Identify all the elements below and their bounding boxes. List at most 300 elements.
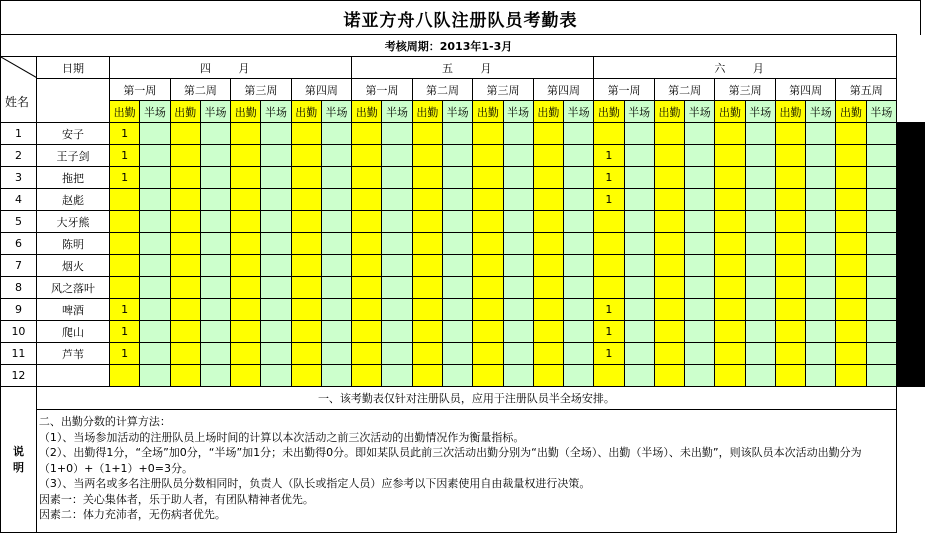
- attend-cell[interactable]: [715, 365, 745, 387]
- attend-cell[interactable]: [594, 123, 624, 145]
- half-cell[interactable]: [685, 167, 715, 189]
- half-cell[interactable]: [745, 343, 775, 365]
- attend-cell[interactable]: [715, 189, 745, 211]
- half-cell[interactable]: [685, 123, 715, 145]
- half-cell[interactable]: [866, 321, 896, 343]
- attend-cell[interactable]: [291, 145, 321, 167]
- attend-cell[interactable]: [533, 233, 563, 255]
- attend-cell[interactable]: [836, 211, 866, 233]
- half-cell[interactable]: [924, 211, 925, 233]
- half-cell[interactable]: [442, 365, 472, 387]
- half-cell[interactable]: [321, 277, 351, 299]
- half-cell[interactable]: [806, 145, 836, 167]
- half-cell[interactable]: [624, 277, 654, 299]
- half-cell[interactable]: [321, 343, 351, 365]
- attend-cell[interactable]: 1: [110, 167, 140, 189]
- half-cell[interactable]: [866, 255, 896, 277]
- attend-cell[interactable]: [170, 277, 200, 299]
- half-cell[interactable]: [140, 365, 170, 387]
- attend-cell[interactable]: [775, 277, 805, 299]
- half-cell[interactable]: [382, 123, 412, 145]
- attend-cell[interactable]: [110, 277, 140, 299]
- half-cell[interactable]: [745, 277, 775, 299]
- half-cell[interactable]: [924, 365, 925, 387]
- half-cell[interactable]: [564, 321, 594, 343]
- attend-cell[interactable]: [473, 123, 503, 145]
- attend-cell[interactable]: [231, 321, 261, 343]
- half-cell[interactable]: [261, 123, 291, 145]
- attend-cell[interactable]: [836, 343, 866, 365]
- attend-cell[interactable]: [533, 277, 563, 299]
- half-cell[interactable]: [924, 145, 925, 167]
- half-cell[interactable]: [924, 123, 925, 145]
- half-cell[interactable]: [924, 167, 925, 189]
- attend-cell[interactable]: [654, 167, 684, 189]
- half-cell[interactable]: [442, 167, 472, 189]
- attend-cell[interactable]: 1: [594, 189, 624, 211]
- attend-cell[interactable]: [291, 167, 321, 189]
- attend-cell[interactable]: [715, 255, 745, 277]
- attend-cell[interactable]: [473, 365, 503, 387]
- half-cell[interactable]: [261, 167, 291, 189]
- half-cell[interactable]: [806, 343, 836, 365]
- half-cell[interactable]: [564, 145, 594, 167]
- attend-cell[interactable]: [654, 277, 684, 299]
- half-cell[interactable]: [382, 277, 412, 299]
- attend-cell[interactable]: [170, 233, 200, 255]
- attend-cell[interactable]: [352, 189, 382, 211]
- attend-cell[interactable]: [836, 299, 866, 321]
- half-cell[interactable]: [866, 365, 896, 387]
- attend-cell[interactable]: [231, 255, 261, 277]
- attend-cell[interactable]: [715, 343, 745, 365]
- attend-cell[interactable]: [836, 277, 866, 299]
- attend-cell[interactable]: [231, 123, 261, 145]
- half-cell[interactable]: [261, 233, 291, 255]
- half-cell[interactable]: [200, 365, 230, 387]
- half-cell[interactable]: [564, 277, 594, 299]
- attend-cell[interactable]: [110, 233, 140, 255]
- attend-cell[interactable]: [594, 211, 624, 233]
- attend-cell[interactable]: [836, 233, 866, 255]
- attend-cell[interactable]: [533, 145, 563, 167]
- attend-cell[interactable]: [775, 343, 805, 365]
- half-cell[interactable]: [200, 321, 230, 343]
- half-cell[interactable]: [503, 365, 533, 387]
- half-cell[interactable]: [806, 365, 836, 387]
- half-cell[interactable]: [503, 343, 533, 365]
- attend-cell[interactable]: [836, 365, 866, 387]
- half-cell[interactable]: [624, 233, 654, 255]
- half-cell[interactable]: [685, 277, 715, 299]
- attend-cell[interactable]: [110, 211, 140, 233]
- half-cell[interactable]: [745, 189, 775, 211]
- attend-cell[interactable]: [775, 365, 805, 387]
- attend-cell[interactable]: [352, 233, 382, 255]
- half-cell[interactable]: [382, 365, 412, 387]
- attend-cell[interactable]: [352, 277, 382, 299]
- half-cell[interactable]: [745, 167, 775, 189]
- half-cell[interactable]: [442, 211, 472, 233]
- half-cell[interactable]: [503, 211, 533, 233]
- half-cell[interactable]: [442, 343, 472, 365]
- half-cell[interactable]: [564, 365, 594, 387]
- attend-cell[interactable]: [715, 145, 745, 167]
- half-cell[interactable]: [624, 321, 654, 343]
- attend-cell[interactable]: [412, 343, 442, 365]
- half-cell[interactable]: [200, 277, 230, 299]
- half-cell[interactable]: [624, 255, 654, 277]
- attend-cell[interactable]: [231, 189, 261, 211]
- attend-cell[interactable]: 1: [594, 167, 624, 189]
- half-cell[interactable]: [200, 123, 230, 145]
- half-cell[interactable]: [624, 343, 654, 365]
- attend-cell[interactable]: [473, 321, 503, 343]
- attend-cell[interactable]: [291, 365, 321, 387]
- half-cell[interactable]: [442, 233, 472, 255]
- half-cell[interactable]: [866, 145, 896, 167]
- attend-cell[interactable]: 1: [110, 321, 140, 343]
- attend-cell[interactable]: [775, 299, 805, 321]
- half-cell[interactable]: [564, 233, 594, 255]
- attend-cell[interactable]: [594, 365, 624, 387]
- half-cell[interactable]: [866, 233, 896, 255]
- attend-cell[interactable]: [352, 343, 382, 365]
- attend-cell[interactable]: [775, 321, 805, 343]
- attend-cell[interactable]: [352, 123, 382, 145]
- attend-cell[interactable]: [715, 321, 745, 343]
- half-cell[interactable]: [442, 299, 472, 321]
- half-cell[interactable]: [564, 167, 594, 189]
- attend-cell[interactable]: [110, 255, 140, 277]
- half-cell[interactable]: [140, 233, 170, 255]
- half-cell[interactable]: [261, 255, 291, 277]
- attend-cell[interactable]: [170, 321, 200, 343]
- half-cell[interactable]: [200, 211, 230, 233]
- half-cell[interactable]: [140, 343, 170, 365]
- attend-cell[interactable]: [412, 365, 442, 387]
- attend-cell[interactable]: [775, 189, 805, 211]
- half-cell[interactable]: [866, 211, 896, 233]
- half-cell[interactable]: [382, 255, 412, 277]
- half-cell[interactable]: [806, 277, 836, 299]
- attend-cell[interactable]: 1: [110, 343, 140, 365]
- half-cell[interactable]: [200, 145, 230, 167]
- half-cell[interactable]: [382, 145, 412, 167]
- half-cell[interactable]: [866, 189, 896, 211]
- attend-cell[interactable]: [533, 189, 563, 211]
- half-cell[interactable]: [624, 211, 654, 233]
- attend-cell[interactable]: [836, 255, 866, 277]
- attend-cell[interactable]: [170, 189, 200, 211]
- half-cell[interactable]: [321, 123, 351, 145]
- attend-cell[interactable]: [654, 211, 684, 233]
- half-cell[interactable]: [200, 189, 230, 211]
- half-cell[interactable]: [503, 233, 533, 255]
- half-cell[interactable]: [442, 189, 472, 211]
- attend-cell[interactable]: [654, 189, 684, 211]
- attend-cell[interactable]: [715, 277, 745, 299]
- half-cell[interactable]: [261, 189, 291, 211]
- attend-cell[interactable]: [170, 167, 200, 189]
- attend-cell[interactable]: 1: [594, 299, 624, 321]
- attend-cell[interactable]: [715, 123, 745, 145]
- attend-cell[interactable]: [654, 299, 684, 321]
- attend-cell[interactable]: [231, 233, 261, 255]
- attend-cell[interactable]: [412, 255, 442, 277]
- half-cell[interactable]: [745, 321, 775, 343]
- attend-cell[interactable]: [291, 123, 321, 145]
- half-cell[interactable]: [866, 277, 896, 299]
- attend-cell[interactable]: [352, 145, 382, 167]
- half-cell[interactable]: [442, 277, 472, 299]
- attend-cell[interactable]: 1: [594, 145, 624, 167]
- half-cell[interactable]: [503, 277, 533, 299]
- half-cell[interactable]: [382, 321, 412, 343]
- half-cell[interactable]: [321, 233, 351, 255]
- attend-cell[interactable]: [291, 189, 321, 211]
- half-cell[interactable]: [685, 189, 715, 211]
- attend-cell[interactable]: [473, 255, 503, 277]
- attend-cell[interactable]: [715, 233, 745, 255]
- half-cell[interactable]: [924, 255, 925, 277]
- half-cell[interactable]: [503, 321, 533, 343]
- half-cell[interactable]: [564, 255, 594, 277]
- attend-cell[interactable]: 1: [110, 123, 140, 145]
- attend-cell[interactable]: [412, 167, 442, 189]
- half-cell[interactable]: [140, 145, 170, 167]
- half-cell[interactable]: [745, 145, 775, 167]
- half-cell[interactable]: [442, 123, 472, 145]
- half-cell[interactable]: [745, 211, 775, 233]
- half-cell[interactable]: [685, 343, 715, 365]
- attend-cell[interactable]: [291, 299, 321, 321]
- attend-cell[interactable]: [231, 167, 261, 189]
- attend-cell[interactable]: 1: [594, 321, 624, 343]
- half-cell[interactable]: [382, 299, 412, 321]
- half-cell[interactable]: [924, 343, 925, 365]
- attend-cell[interactable]: [775, 123, 805, 145]
- attend-cell[interactable]: [654, 255, 684, 277]
- half-cell[interactable]: [564, 211, 594, 233]
- attend-cell[interactable]: [473, 277, 503, 299]
- half-cell[interactable]: [564, 189, 594, 211]
- attend-cell[interactable]: [412, 277, 442, 299]
- attend-cell[interactable]: [715, 299, 745, 321]
- half-cell[interactable]: [685, 255, 715, 277]
- attend-cell[interactable]: [715, 167, 745, 189]
- half-cell[interactable]: [442, 321, 472, 343]
- half-cell[interactable]: [924, 277, 925, 299]
- attend-cell[interactable]: [533, 321, 563, 343]
- half-cell[interactable]: [321, 189, 351, 211]
- attend-cell[interactable]: [533, 211, 563, 233]
- attend-cell[interactable]: [412, 321, 442, 343]
- attend-cell[interactable]: [473, 233, 503, 255]
- half-cell[interactable]: [261, 365, 291, 387]
- half-cell[interactable]: [321, 255, 351, 277]
- attend-cell[interactable]: [775, 211, 805, 233]
- attend-cell[interactable]: [352, 365, 382, 387]
- half-cell[interactable]: [382, 233, 412, 255]
- half-cell[interactable]: [924, 189, 925, 211]
- attend-cell[interactable]: [170, 299, 200, 321]
- attend-cell[interactable]: [412, 211, 442, 233]
- attend-cell[interactable]: [836, 321, 866, 343]
- attend-cell[interactable]: [836, 145, 866, 167]
- attend-cell[interactable]: [533, 299, 563, 321]
- half-cell[interactable]: [140, 255, 170, 277]
- half-cell[interactable]: [200, 255, 230, 277]
- attend-cell[interactable]: [291, 255, 321, 277]
- attend-cell[interactable]: [836, 167, 866, 189]
- half-cell[interactable]: [321, 365, 351, 387]
- attend-cell[interactable]: [231, 365, 261, 387]
- half-cell[interactable]: [924, 233, 925, 255]
- attend-cell[interactable]: [412, 145, 442, 167]
- attend-cell[interactable]: [291, 343, 321, 365]
- half-cell[interactable]: [200, 233, 230, 255]
- attend-cell[interactable]: [775, 145, 805, 167]
- half-cell[interactable]: [261, 211, 291, 233]
- attend-cell[interactable]: [654, 233, 684, 255]
- attend-cell[interactable]: [231, 211, 261, 233]
- half-cell[interactable]: [624, 365, 654, 387]
- half-cell[interactable]: [745, 123, 775, 145]
- half-cell[interactable]: [685, 211, 715, 233]
- attend-cell[interactable]: [775, 167, 805, 189]
- attend-cell[interactable]: [533, 343, 563, 365]
- attend-cell[interactable]: [291, 211, 321, 233]
- half-cell[interactable]: [866, 123, 896, 145]
- attend-cell[interactable]: [170, 255, 200, 277]
- half-cell[interactable]: [261, 343, 291, 365]
- half-cell[interactable]: [564, 299, 594, 321]
- attend-cell[interactable]: [654, 123, 684, 145]
- half-cell[interactable]: [140, 299, 170, 321]
- attend-cell[interactable]: [594, 255, 624, 277]
- half-cell[interactable]: [321, 321, 351, 343]
- half-cell[interactable]: [140, 189, 170, 211]
- attend-cell[interactable]: [170, 343, 200, 365]
- half-cell[interactable]: [503, 167, 533, 189]
- attend-cell[interactable]: [412, 189, 442, 211]
- attend-cell[interactable]: [110, 365, 140, 387]
- half-cell[interactable]: [261, 299, 291, 321]
- attend-cell[interactable]: [231, 277, 261, 299]
- half-cell[interactable]: [140, 167, 170, 189]
- attend-cell[interactable]: [533, 123, 563, 145]
- attend-cell[interactable]: [412, 299, 442, 321]
- half-cell[interactable]: [624, 167, 654, 189]
- half-cell[interactable]: [503, 299, 533, 321]
- half-cell[interactable]: [503, 255, 533, 277]
- half-cell[interactable]: [321, 167, 351, 189]
- attend-cell[interactable]: [291, 321, 321, 343]
- half-cell[interactable]: [321, 145, 351, 167]
- attend-cell[interactable]: [352, 255, 382, 277]
- half-cell[interactable]: [745, 299, 775, 321]
- attend-cell[interactable]: [291, 233, 321, 255]
- attend-cell[interactable]: [533, 167, 563, 189]
- half-cell[interactable]: [503, 123, 533, 145]
- half-cell[interactable]: [261, 277, 291, 299]
- half-cell[interactable]: [624, 145, 654, 167]
- half-cell[interactable]: [200, 343, 230, 365]
- half-cell[interactable]: [382, 189, 412, 211]
- attend-cell[interactable]: [473, 167, 503, 189]
- attend-cell[interactable]: [412, 123, 442, 145]
- half-cell[interactable]: [321, 211, 351, 233]
- half-cell[interactable]: [140, 211, 170, 233]
- half-cell[interactable]: [685, 145, 715, 167]
- half-cell[interactable]: [261, 321, 291, 343]
- half-cell[interactable]: [564, 123, 594, 145]
- half-cell[interactable]: [624, 123, 654, 145]
- attend-cell[interactable]: [775, 255, 805, 277]
- attend-cell[interactable]: [775, 233, 805, 255]
- attend-cell[interactable]: 1: [110, 299, 140, 321]
- half-cell[interactable]: [442, 255, 472, 277]
- attend-cell[interactable]: [231, 299, 261, 321]
- attend-cell[interactable]: [291, 277, 321, 299]
- attend-cell[interactable]: [533, 255, 563, 277]
- half-cell[interactable]: [200, 299, 230, 321]
- half-cell[interactable]: [685, 365, 715, 387]
- half-cell[interactable]: [806, 167, 836, 189]
- attend-cell[interactable]: [170, 145, 200, 167]
- half-cell[interactable]: [140, 277, 170, 299]
- attend-cell[interactable]: [170, 365, 200, 387]
- half-cell[interactable]: [806, 233, 836, 255]
- half-cell[interactable]: [624, 299, 654, 321]
- attend-cell[interactable]: [654, 145, 684, 167]
- half-cell[interactable]: [503, 189, 533, 211]
- half-cell[interactable]: [924, 299, 925, 321]
- half-cell[interactable]: [806, 299, 836, 321]
- attend-cell[interactable]: [231, 145, 261, 167]
- half-cell[interactable]: [745, 365, 775, 387]
- half-cell[interactable]: [745, 255, 775, 277]
- half-cell[interactable]: [503, 145, 533, 167]
- half-cell[interactable]: [806, 189, 836, 211]
- half-cell[interactable]: [745, 233, 775, 255]
- half-cell[interactable]: [866, 343, 896, 365]
- half-cell[interactable]: [685, 233, 715, 255]
- attend-cell[interactable]: [594, 277, 624, 299]
- attend-cell[interactable]: [533, 365, 563, 387]
- attend-cell[interactable]: [352, 211, 382, 233]
- half-cell[interactable]: [806, 211, 836, 233]
- attend-cell[interactable]: [654, 343, 684, 365]
- half-cell[interactable]: [866, 167, 896, 189]
- attend-cell[interactable]: [654, 321, 684, 343]
- attend-cell[interactable]: [715, 211, 745, 233]
- half-cell[interactable]: [924, 321, 925, 343]
- attend-cell[interactable]: 1: [594, 343, 624, 365]
- half-cell[interactable]: [806, 255, 836, 277]
- half-cell[interactable]: [806, 123, 836, 145]
- half-cell[interactable]: [261, 145, 291, 167]
- half-cell[interactable]: [140, 321, 170, 343]
- half-cell[interactable]: [321, 299, 351, 321]
- attend-cell[interactable]: [836, 123, 866, 145]
- attend-cell[interactable]: [352, 321, 382, 343]
- half-cell[interactable]: [442, 145, 472, 167]
- half-cell[interactable]: [685, 321, 715, 343]
- half-cell[interactable]: [564, 343, 594, 365]
- attend-cell[interactable]: [110, 189, 140, 211]
